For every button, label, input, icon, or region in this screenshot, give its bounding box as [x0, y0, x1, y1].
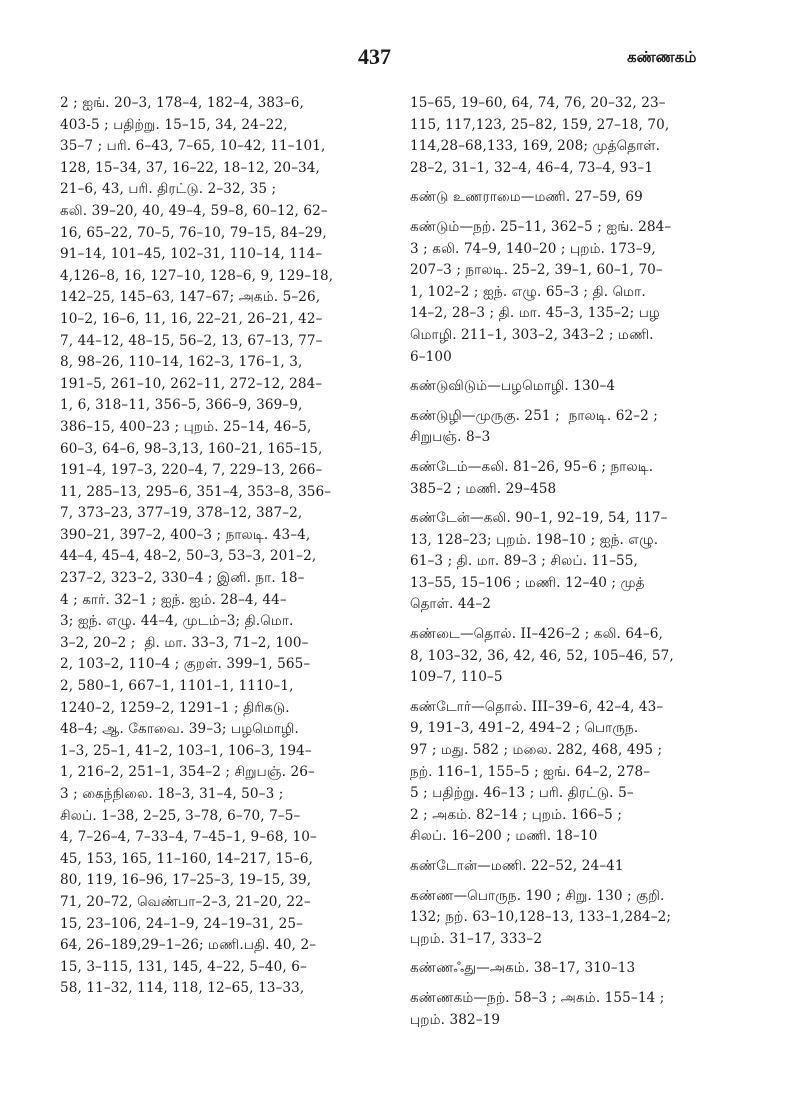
- index-text-line: 191–5, 261–10, 262–11, 272–12, 284–: [60, 375, 323, 392]
- index-entry-line: கண்டு உணராமை—மணி. 27–59, 69: [410, 189, 643, 206]
- index-entry-line: கண்டை—தொல். II–426–2 ; கலி. 64–6,: [410, 626, 663, 643]
- index-text-line: 71, 20–72, வெண்பா–2–3, 21–20, 22–: [60, 893, 311, 910]
- index-entry-line: 132; நற். 63–10,128–13, 133–1,284–2;: [410, 909, 672, 926]
- index-entry-line: கண்டோன்—மணி. 22–52, 24–41: [410, 858, 624, 874]
- index-text-line: 8, 98–26, 110–14, 162–3, 176–1, 3,: [60, 354, 303, 371]
- index-text-line: 2 ; ஐங். 20–3, 178–4, 182–4, 383–6,: [60, 95, 304, 111]
- index-text-line: 45, 153, 165, 11–160, 14–217, 15–6,: [60, 850, 314, 867]
- index-entry-line: நற். 116–1, 155–5 ; ஐங். 64–2, 278–: [410, 763, 651, 780]
- index-entry-line: 109–7, 110–5: [410, 669, 503, 686]
- index-text-line: 64, 26–189,29–1–26; மணி.பதி. 40, 2–: [60, 937, 317, 954]
- index-text-line: 3 ; கைந்நிலை. 18–3, 31–4, 50–3 ;: [60, 786, 284, 802]
- index-entry-line: 1, 102–2 ; ஐந். எழு. 65–3 ; தி. மொ.: [410, 283, 646, 300]
- index-entry-line: 114,28–68,133, 169, 208; முத்தொள்.: [410, 138, 661, 155]
- index-entry-line: சிறுபஞ். 8–3: [410, 429, 491, 446]
- index-entry: [410, 457, 770, 500]
- index-entry-line: 9, 191–3, 491–2, 494–2 ; பொருந.: [410, 720, 639, 737]
- index-entry: [410, 406, 770, 449]
- index-text-line: 1, 216–2, 251–1, 354–2 ; சிறுபஞ். 26–: [60, 764, 315, 781]
- index-entry: [410, 958, 770, 980]
- index-text-line: 35–7 ; பரி. 6–43, 7–65, 10–42, 11–101,: [60, 138, 326, 155]
- index-text-line: 237–2, 323–2, 330–4 ; இனி. நா. 18–: [60, 570, 305, 587]
- index-entry-line: கண்டேம்—கலி. 81–26, 95–6 ; நாலடி.: [410, 458, 654, 475]
- index-entry-line: கண்ணகம்—நற். 58–3 ; அகம். 155–14 ;: [410, 989, 665, 1006]
- index-entry: [410, 93, 770, 179]
- index-entry-line: 97 ; மது. 582 ; மலை. 282, 468, 495 ;: [410, 742, 663, 759]
- index-entry-line: 207–3 ; நாலடி. 25–2, 39–1, 60–1, 70–: [410, 262, 663, 279]
- index-entry-line: கண்ணஃது—அகம். 38–17, 310–13: [410, 960, 636, 977]
- index-entry-line: கண்டுழி—முருகு. 251 ; நாலடி. 62–2 ;: [410, 407, 658, 424]
- index-text-line: 58, 11–32, 114, 118, 12–65, 13–33,: [60, 980, 305, 997]
- index-entry: [410, 988, 770, 1031]
- index-entry-line: 2 ; அகம். 82–14 ; புறம். 166–5 ;: [410, 806, 623, 823]
- index-entry-line: கண்டும்—நற். 25–11, 362–5 ; ஐங். 284–: [410, 218, 672, 235]
- index-text-line: 60–3, 64–6, 98–3,13, 160–21, 165–15,: [60, 440, 323, 457]
- index-text-line: 3–2, 20–2 ; தி. மா. 33–3, 71–2, 100–: [60, 634, 309, 651]
- index-text-line: 142–25, 145–63, 147–67; அகம். 5–26,: [60, 289, 321, 306]
- index-entry: [410, 624, 770, 689]
- index-text-line: 7, 44–12, 48–15, 56–2, 13, 67–13, 77–: [60, 332, 323, 349]
- index-text-line: 1–3, 25–1, 41–2, 103–1, 106–3, 194–: [60, 742, 312, 759]
- index-entry-line: 61–3 ; தி. மா. 89–3 ; சிலப். 11–55,: [410, 553, 638, 570]
- index-entry: [410, 217, 770, 368]
- index-entry-line: 5 ; பதிற்று. 46–13 ; பரி. திரட்டு. 5–: [410, 785, 634, 802]
- index-text-line: 4 ; கார். 32–1 ; ஐந். ஐம். 28–4, 44–: [60, 591, 287, 608]
- index-entry-line: 28–2, 31–1, 32–4, 46–4, 73–4, 93–1: [410, 159, 654, 176]
- index-entry-line: 6–100: [410, 348, 452, 365]
- index-text-line: 10–2, 16–6, 11, 16, 22–21, 26–21, 42–: [60, 310, 323, 327]
- right-column: [410, 93, 770, 1039]
- index-text-line: 191–4, 197–3, 220–4, 7, 229–13, 266–: [60, 462, 323, 479]
- index-text-line: கலி. 39–20, 40, 49–4, 59–8, 60–12, 62–: [60, 202, 328, 219]
- index-entry-line: கண்டேன்—கலி. 90–1, 92–19, 54, 117–: [410, 510, 668, 527]
- index-text-line: 128, 15–34, 37, 16–22, 18–12, 20–34,: [60, 159, 320, 176]
- index-entry-line: தொள். 44–2: [410, 596, 491, 613]
- index-text-line: 16, 65–22, 70–5, 76–10, 79–15, 84–29,: [60, 224, 327, 241]
- index-entry-line: 115, 117,123, 25–82, 159, 27–18, 70,: [410, 116, 670, 133]
- index-text-line: 1240–2, 1259–2, 1291–1 ; திரிகடு.: [60, 699, 290, 716]
- index-text-line: 390–21, 397–2, 400–3 ; நாலடி. 43–4,: [60, 526, 311, 543]
- index-text-line: 91–14, 101–45, 102–31, 110–14, 114–: [60, 246, 323, 263]
- index-entry-line: மொழி. 211–1, 303–2, 343–2 ; மணி.: [410, 326, 654, 343]
- index-entry-line: 3 ; கலி. 74–9, 140–20 ; புறம். 173–9,: [410, 240, 656, 257]
- index-text-line: 3; ஐந். எழு. 44–4, முடம்–3; தி.மொ.: [60, 613, 294, 630]
- index-entry: [410, 697, 770, 848]
- index-text-line: சிலப். 1–38, 2–25, 3–78, 6–70, 7–5–: [60, 807, 301, 824]
- index-entry-line: 13, 128–23; புறம். 198–10 ; ஐந். எழு.: [410, 531, 659, 548]
- index-entry-line: புறம். 382–19: [410, 1011, 501, 1028]
- index-entry-line: 385–2 ; மணி. 29–458: [410, 480, 557, 497]
- index-entry: [410, 376, 770, 398]
- index-entry-line: சிலப். 16–200 ; மணி. 18–10: [410, 828, 598, 845]
- index-text-line: 21–6, 43, பரி. திரட்டு. 2–32, 35 ;: [60, 181, 277, 198]
- index-entry-line: 15–65, 19–60, 64, 74, 76, 20–32, 23–: [410, 95, 666, 111]
- index-text-line: 4,126–8, 16, 127–10, 128–6, 9, 129–18,: [60, 267, 334, 284]
- index-text-line: 403-5 ; பதிற்று. 15–15, 34, 24–22,: [60, 116, 288, 133]
- index-entry-line: கண்ண—பொருந. 190 ; சிறு. 130 ; குறி.: [410, 887, 665, 904]
- index-entry: [410, 886, 770, 951]
- index-entry-line: 13–55, 15–106 ; மணி. 12–40 ; முத்: [410, 574, 645, 591]
- index-entry-line: கண்டோர்—தொல். III–39–6, 42–4, 43–: [410, 698, 664, 715]
- index-text-line: 2, 580–1, 667–1, 1101–1, 1110–1,: [60, 678, 294, 695]
- page-number: 437: [358, 44, 391, 69]
- index-text-line: 386–15, 400–23 ; புறம். 25–14, 46–5,: [60, 418, 312, 435]
- running-head: கண்ணகம்: [627, 48, 697, 66]
- index-text-line: 80, 119, 16–96, 17–25–3, 19–15, 39,: [60, 872, 312, 889]
- index-entry: [410, 856, 770, 878]
- index-entry-line: 8, 103–32, 36, 42, 46, 52, 105–46, 57,: [410, 647, 674, 664]
- index-entry: [410, 187, 770, 209]
- index-text-line: 4, 7–26–4, 7–33–4, 7–45–1, 9–68, 10–: [60, 829, 317, 846]
- index-entry: [410, 508, 770, 616]
- index-entry-line: 14–2, 28–3 ; தி. மா. 45–3, 135–2; பழ: [410, 305, 660, 322]
- left-column: [60, 93, 390, 1000]
- index-entry-line: புறம். 31–17, 333–2: [410, 930, 543, 947]
- index-entry-line: கண்டுவிடும்—பழமொழி. 130–4: [410, 378, 616, 395]
- index-text-line: 1, 6, 318–11, 356–5, 366–9, 369–9,: [60, 397, 303, 414]
- index-text-line: 44–4, 45–4, 48–2, 50–3, 53–3, 201–2,: [60, 548, 317, 565]
- index-text-line: 2, 103–2, 110–4 ; குறள். 399–1, 565–: [60, 656, 311, 673]
- index-text-line: 48–4; ஆ. கோவை. 39–3; பழமொழி.: [60, 721, 299, 738]
- index-text-line: 15, 3–115, 131, 145, 4–22, 5–40, 6–: [60, 958, 307, 975]
- index-text-line: 11, 285–13, 295–6, 351–4, 353–8, 356–: [60, 483, 332, 500]
- index-text-line: 15, 23–106, 24–1–9, 24–19–31, 25–: [60, 915, 303, 932]
- index-text-line: 7, 373–23, 377–19, 378–12, 387–2,: [60, 505, 303, 522]
